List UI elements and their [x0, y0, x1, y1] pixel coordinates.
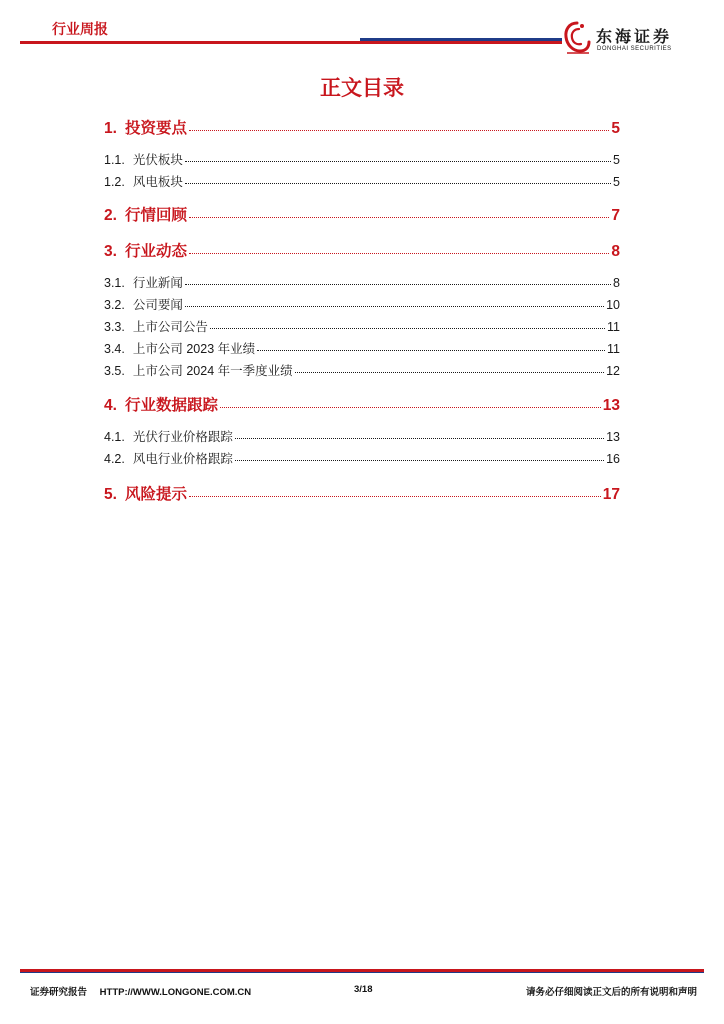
- toc-item-page: 13: [606, 430, 620, 444]
- table-of-contents: [104, 0, 620, 520]
- toc-leader-dots: [295, 372, 604, 373]
- toc-leader-dots: [185, 306, 604, 307]
- toc-item[interactable]: [104, 150, 620, 168]
- toc-item-page: 13: [602, 397, 620, 414]
- toc-item-number: 4.2.: [104, 452, 125, 466]
- toc-item-page: 8: [613, 276, 620, 290]
- logo-english-name: DONGHAI SECURITIES: [597, 46, 672, 52]
- toc-item-page: 10: [606, 298, 620, 312]
- toc-leader-dots: [189, 130, 609, 131]
- toc-item-number: 1.: [104, 120, 117, 137]
- toc-item-label: 行情回顾: [124, 207, 187, 224]
- toc-item-page: 12: [606, 364, 620, 378]
- toc-item-number: 3.4.: [104, 342, 125, 356]
- toc-item-number: 3.: [104, 243, 117, 260]
- toc-item-page: 5: [611, 120, 620, 137]
- toc-item-label: 风电行业价格跟踪: [132, 452, 233, 466]
- report-type-label: 行业周报: [52, 21, 108, 37]
- toc-item-page: 5: [613, 153, 620, 167]
- toc-leader-dots: [185, 161, 611, 162]
- toc-item[interactable]: [104, 482, 620, 504]
- toc-item-label: 行业数据跟踪: [124, 397, 218, 414]
- toc-item[interactable]: [104, 172, 620, 190]
- toc-item-page: 11: [607, 320, 620, 334]
- toc-leader-dots: [189, 496, 601, 497]
- footer-disclaimer: 请务必仔细阅读正文后的所有说明和声明: [525, 987, 697, 998]
- footer-divider-blue: [20, 972, 704, 973]
- footer-left: [30, 984, 251, 998]
- toc-item-number: 1.2.: [104, 175, 125, 189]
- toc-item-page: 7: [611, 207, 620, 224]
- toc-leader-dots: [210, 328, 605, 329]
- toc-item[interactable]: [104, 339, 620, 357]
- footer-report-label: 证券研究报告: [30, 987, 88, 998]
- toc-item-number: 3.3.: [104, 320, 125, 334]
- toc-item-page: 8: [611, 243, 620, 260]
- toc-item-number: 4.: [104, 397, 117, 414]
- toc-item-label: 投资要点: [124, 120, 187, 137]
- toc-item-label: 上市公司公告: [132, 320, 208, 334]
- toc-item-page: 17: [602, 486, 620, 503]
- page-number: 3/18: [354, 984, 373, 995]
- toc-item-number: 4.1.: [104, 430, 125, 444]
- toc-item-number: 1.1.: [104, 153, 125, 167]
- toc-item-number: 5.: [104, 486, 117, 503]
- toc-leader-dots: [257, 350, 605, 351]
- toc-item-page: 11: [607, 342, 620, 356]
- toc-item-label: 风险提示: [124, 486, 187, 503]
- toc-item[interactable]: [104, 239, 620, 261]
- toc-item-number: 3.5.: [104, 364, 125, 378]
- toc-item-label: 上市公司 2023 年业绩: [132, 342, 256, 356]
- toc-title: 正文目录: [320, 77, 404, 100]
- toc-leader-dots: [189, 217, 609, 218]
- toc-item-label: 行业动态: [124, 243, 187, 260]
- toc-item-label: 行业新闻: [132, 276, 183, 290]
- toc-item[interactable]: [104, 393, 620, 415]
- toc-item[interactable]: [104, 449, 620, 467]
- toc-leader-dots: [235, 438, 604, 439]
- toc-item[interactable]: [104, 295, 620, 313]
- toc-item[interactable]: [104, 116, 620, 138]
- toc-item-number: 2.: [104, 207, 117, 224]
- toc-item-page: 16: [606, 452, 620, 466]
- toc-item[interactable]: [104, 427, 620, 445]
- toc-item-label: 光伏行业价格跟踪: [132, 430, 233, 444]
- toc-item[interactable]: [104, 273, 620, 291]
- toc-item-label: 公司要闻: [132, 298, 183, 312]
- toc-item-label: 光伏板块: [132, 153, 183, 167]
- toc-item-page: 5: [613, 175, 620, 189]
- toc-leader-dots: [235, 460, 604, 461]
- toc-leader-dots: [185, 183, 611, 184]
- toc-leader-dots: [185, 284, 611, 285]
- toc-item[interactable]: [104, 317, 620, 335]
- toc-item-label: 上市公司 2024 年一季度业绩: [132, 364, 293, 378]
- toc-leader-dots: [189, 253, 609, 254]
- toc-item[interactable]: [104, 361, 620, 379]
- toc-item-label: 风电板块: [132, 175, 183, 189]
- toc-item-number: 3.2.: [104, 298, 125, 312]
- toc-leader-dots: [220, 407, 601, 408]
- toc-item-number: 3.1.: [104, 276, 125, 290]
- footer-url-link[interactable]: HTTP://WWW.LONGONE.COM.CN: [99, 987, 252, 998]
- logo-chinese-name: 东海证券: [596, 29, 673, 46]
- toc-item[interactable]: [104, 203, 620, 225]
